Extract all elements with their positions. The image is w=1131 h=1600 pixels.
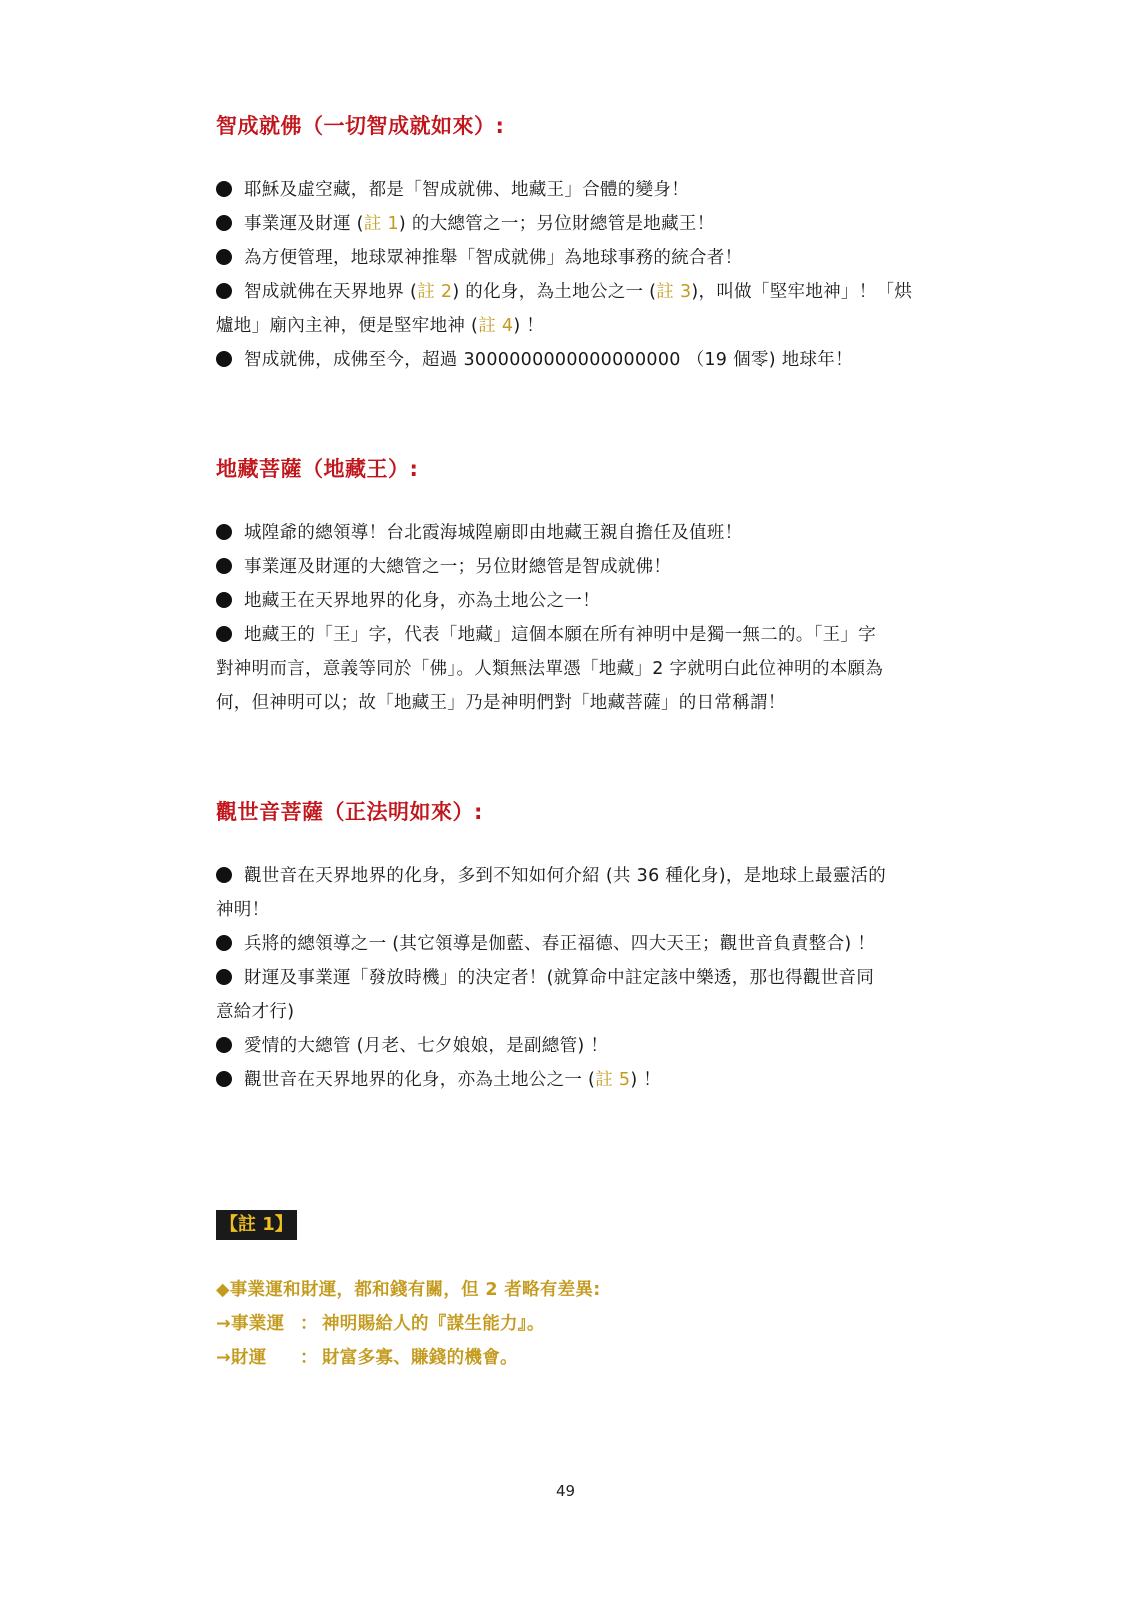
bullet-icon	[216, 1037, 232, 1053]
line-text: 神明！	[216, 900, 270, 920]
bullet-icon	[216, 558, 232, 574]
section-heading: 智成就佛（一切智成就如來）:	[216, 114, 505, 138]
bullet-icon	[216, 249, 232, 265]
footnote-item	[216, 1346, 518, 1370]
line-text: 為方便管理，地球眾神推舉「智成就佛」為地球事務的統合者！	[244, 248, 743, 268]
list-item-continuation	[216, 898, 916, 922]
list-item	[216, 623, 916, 647]
list-item	[216, 1034, 916, 1058]
list-item	[216, 864, 916, 888]
line-text: 愛情的大總管 (月老、七夕娘娘，是副總管) ！	[244, 1036, 609, 1056]
line-text: 城隍爺的總領導！台北霞海城隍廟即由地藏王親自擔任及值班！	[244, 523, 743, 543]
line-text: 兵將的總領導之一 (其它領導是伽藍、春正福德、四大天王；觀世音負責整合) ！	[244, 934, 876, 954]
bullet-icon	[216, 935, 232, 951]
line-text: 智成就佛，成佛至今，超過 3000000000000000000 （19 個零) 地球年！	[244, 350, 853, 370]
bullet-icon	[216, 592, 232, 608]
footnote-ref[interactable]: 註 2	[417, 282, 453, 302]
line-text: 事業運及財運的大總管之一；另位財總管是智成就佛！	[244, 557, 672, 577]
footnote-ref[interactable]: 註 3	[656, 282, 692, 302]
bullet-icon	[216, 283, 232, 299]
list-item	[216, 555, 916, 579]
footnote-term: →財運	[216, 1348, 267, 1368]
line-text: 何，但神明可以；故「地藏王」乃是神明們對「地藏菩薩」的日常稱謂！	[216, 693, 786, 713]
bullet-icon	[216, 181, 232, 197]
bullet-icon	[216, 626, 232, 642]
bullet-icon	[216, 215, 232, 231]
bullet-icon	[216, 351, 232, 367]
line-text: 智成就佛在天界地界 (	[244, 282, 418, 302]
list-item-continuation	[216, 1000, 916, 1024]
list-item	[216, 212, 916, 236]
line-text: ) ！	[513, 316, 545, 336]
list-item	[216, 521, 916, 545]
page-number: 49	[555, 1482, 576, 1500]
footnote-tag: 【註 1】	[216, 1210, 297, 1240]
line-text: ) 的大總管之一；另位財總管是地藏王！	[398, 214, 715, 234]
list-item	[216, 966, 916, 990]
footnote-ref[interactable]: 註 4	[478, 316, 514, 336]
line-text: 地藏王的「王」字，代表「地藏」這個本願在所有神明中是獨一無二的。「王」字	[244, 625, 877, 645]
list-item-continuation	[216, 657, 916, 681]
line-text: 對神明而言，意義等同於「佛」。人類無法單憑「地藏」2 字就明白此位神明的本願為	[216, 659, 884, 679]
list-item	[216, 246, 916, 270]
line-text: 事業運及財運 (	[244, 214, 364, 234]
list-item	[216, 932, 916, 956]
footnote-ref[interactable]: 註 1	[363, 214, 399, 234]
line-text: 觀世音在天界地界的化身，亦為土地公之一 (	[244, 1070, 596, 1090]
bullet-icon	[216, 867, 232, 883]
line-text: ) 的化身，為土地公之一 (	[452, 282, 657, 302]
line-text: 地藏王在天界地界的化身，亦為土地公之一！	[244, 591, 600, 611]
bullet-icon	[216, 524, 232, 540]
list-item	[216, 589, 916, 613]
list-item	[216, 178, 916, 202]
line-text: 財運及事業運「發放時機」的決定者！(就算命中註定該中樂透，那也得觀世音同	[244, 968, 875, 988]
footnote-ref[interactable]: 註 5	[595, 1070, 631, 1090]
line-text: 耶穌及虛空藏，都是「智成就佛、地藏王」合體的變身！	[244, 180, 689, 200]
footnote-term: →事業運	[216, 1314, 285, 1334]
list-item	[216, 1068, 916, 1092]
list-item-continuation	[216, 314, 916, 338]
line-text: )，叫做「堅牢地神」！「烘	[691, 282, 913, 302]
section-heading: 觀世音菩薩（正法明如來）:	[216, 800, 483, 824]
line-text: 爐地」廟內主神，便是堅牢地神 (	[216, 316, 479, 336]
footnote-intro: ◆事業運和財運，都和錢有關，但 2 者略有差異:	[216, 1280, 601, 1300]
list-item-continuation	[216, 691, 916, 715]
line-text: 觀世音在天界地界的化身，多到不知如何介紹 (共 36 種化身)，是地球上最靈活的	[244, 866, 887, 886]
section-heading: 地藏菩薩（地藏王）:	[216, 457, 419, 481]
list-item	[216, 348, 916, 372]
list-item	[216, 280, 916, 304]
footnote-colon: ：	[300, 1348, 318, 1368]
bullet-icon	[216, 1071, 232, 1087]
footnote-item	[216, 1312, 545, 1336]
footnote-colon: ：	[300, 1314, 318, 1334]
footnote-desc: 神明賜給人的『謀生能力』。	[322, 1314, 545, 1334]
line-text: 意給才行)	[216, 1002, 295, 1022]
bullet-icon	[216, 969, 232, 985]
footnote-desc: 財富多寡、賺錢的機會。	[322, 1348, 518, 1368]
line-text: ) ！	[630, 1070, 662, 1090]
